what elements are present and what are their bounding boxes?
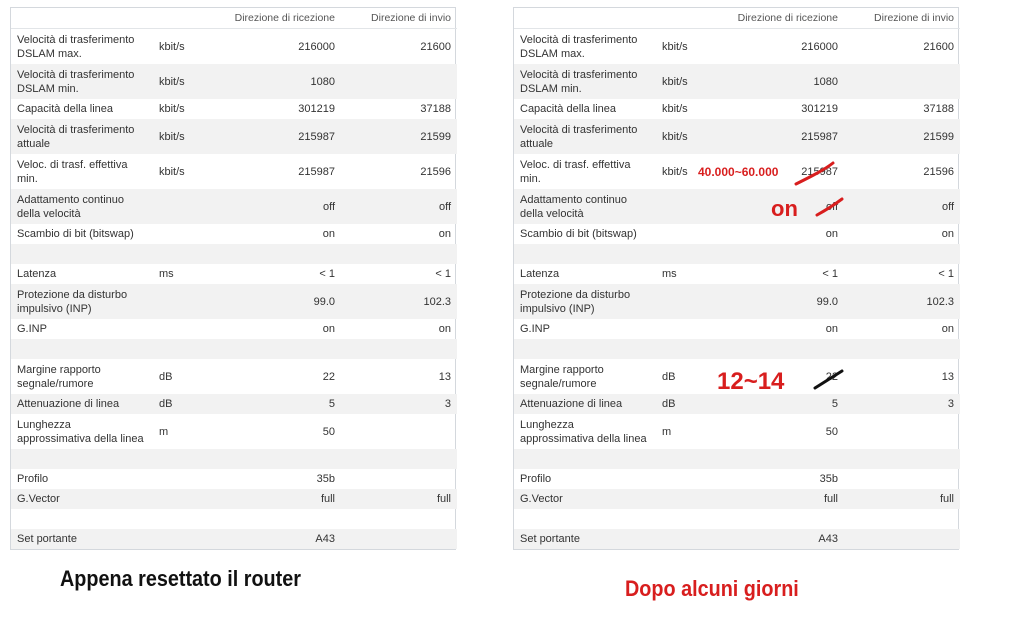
row-recv-value: off xyxy=(211,189,341,224)
row-unit: dB xyxy=(656,394,714,414)
table-row xyxy=(514,394,960,414)
row-send-value: on xyxy=(438,323,451,335)
row-label: Velocità di trasferimento DSLAM max. xyxy=(17,33,135,60)
row-recv-value: 35b xyxy=(819,473,838,485)
panel-before-reset xyxy=(10,7,456,550)
row-recv-value: 301219 xyxy=(801,103,838,115)
row-label: Adattamento continuo della velocità xyxy=(11,189,153,224)
row-recv-value: 22 xyxy=(825,370,838,383)
row-label: Latenza xyxy=(17,268,57,280)
row-send-value: 102.3 xyxy=(341,284,457,319)
dsl-info-table-right xyxy=(514,8,960,549)
row-unit xyxy=(656,489,714,509)
header-recv: Direzione di ricezione xyxy=(211,8,341,29)
row-recv-value: < 1 xyxy=(822,268,838,280)
row-label: Capacità della linea xyxy=(17,103,114,115)
table-row xyxy=(11,529,457,549)
table-row-spacer xyxy=(11,509,457,529)
row-unit: dB xyxy=(662,370,676,383)
row-send-value: 3 xyxy=(341,394,457,414)
row-send-value xyxy=(341,529,457,549)
row-send-value: full xyxy=(844,489,960,509)
row-unit xyxy=(656,529,714,549)
row-recv-value: 1080 xyxy=(211,64,341,99)
row-label: Protezione da disturbo impulsivo (INP) xyxy=(514,284,656,319)
row-recv-value xyxy=(211,509,341,529)
header-blank xyxy=(11,8,153,29)
row-label: Latenza xyxy=(520,268,560,280)
header-recv: Direzione di ricezione xyxy=(714,8,844,29)
table-row xyxy=(11,224,457,244)
table-row xyxy=(514,264,960,284)
caption-before: Appena resettato il router xyxy=(60,566,301,591)
annotation-adaptation: on xyxy=(771,196,798,221)
row-recv-value: full xyxy=(211,489,341,509)
table-header-row xyxy=(514,8,960,29)
row-send-value xyxy=(844,414,960,449)
row-send-value xyxy=(844,449,960,469)
row-label: Velocità di trasferimento DSLAM min. xyxy=(11,64,153,99)
row-send-value xyxy=(844,509,960,529)
row-unit: m xyxy=(159,425,169,438)
row-send-value: 21599 xyxy=(844,119,960,154)
row-unit: m xyxy=(662,425,672,438)
row-label xyxy=(514,339,656,359)
row-label: Velocità di trasferimento attuale xyxy=(514,119,656,154)
row-recv-value: 216000 xyxy=(298,40,335,53)
row-send-value: 21596 xyxy=(420,165,451,178)
row-unit xyxy=(153,529,211,549)
row-send-value xyxy=(341,509,457,529)
row-send-value: 13 xyxy=(438,370,451,383)
row-send-value: 13 xyxy=(941,370,954,383)
row-unit: ms xyxy=(662,268,677,280)
table-row xyxy=(514,119,960,154)
row-recv-value xyxy=(714,449,844,469)
row-unit: kbit/s xyxy=(662,40,688,53)
header-send: Direzione di invio xyxy=(844,8,960,29)
row-unit xyxy=(656,224,714,244)
row-send-value: 21599 xyxy=(341,119,457,154)
row-recv-value: 50 xyxy=(322,425,335,438)
header-unit xyxy=(153,8,211,29)
row-recv-value xyxy=(211,244,341,264)
row-send-value: off xyxy=(844,189,960,224)
table-row-spacer xyxy=(11,339,457,359)
row-send-value xyxy=(341,244,457,264)
row-label: Velocità di trasferimento DSLAM min. xyxy=(514,64,656,99)
row-recv-value xyxy=(211,339,341,359)
row-recv-value: A43 xyxy=(714,529,844,549)
row-recv-value: 99.0 xyxy=(211,284,341,319)
row-send-value: 37188 xyxy=(420,103,451,115)
header-send: Direzione di invio xyxy=(341,8,457,29)
row-send-value: 21600 xyxy=(923,40,954,53)
table-row xyxy=(11,119,457,154)
row-recv-value: 301219 xyxy=(298,103,335,115)
table-row xyxy=(11,99,457,119)
row-unit xyxy=(153,449,211,469)
row-label: G.INP xyxy=(520,323,550,335)
row-unit xyxy=(656,509,714,529)
row-unit xyxy=(153,284,211,319)
row-recv-value: 5 xyxy=(211,394,341,414)
row-unit: dB xyxy=(159,370,173,383)
row-recv-value: 215987 xyxy=(298,165,335,178)
row-send-value xyxy=(341,64,457,99)
table-row xyxy=(11,394,457,414)
row-send-value xyxy=(341,414,457,449)
row-send-value: 37188 xyxy=(923,103,954,115)
table-row xyxy=(514,529,960,549)
row-unit: kbit/s xyxy=(159,165,185,178)
row-label: Profilo xyxy=(17,473,49,485)
row-label: Margine rapporto segnale/rumore xyxy=(520,363,604,390)
row-recv-value: on xyxy=(322,228,335,240)
row-send-value: < 1 xyxy=(938,268,954,280)
table-row-spacer xyxy=(514,509,960,529)
row-label xyxy=(514,449,656,469)
table-row xyxy=(514,414,960,449)
table-row-spacer xyxy=(514,449,960,469)
table-row-spacer xyxy=(11,244,457,264)
header-blank xyxy=(514,8,656,29)
row-label: Lunghezza approssimativa della linea xyxy=(17,418,144,445)
annotation-speed: 40.000~60.000 xyxy=(698,165,779,179)
row-label xyxy=(514,244,656,264)
row-label: Scambio di bit (bitswap) xyxy=(520,228,637,240)
row-unit: kbit/s xyxy=(656,119,714,154)
row-unit xyxy=(656,469,714,489)
row-send-value xyxy=(844,339,960,359)
row-send-value xyxy=(844,529,960,549)
row-send-value: off xyxy=(341,189,457,224)
row-label: Velocità di trasferimento attuale xyxy=(11,119,153,154)
row-unit xyxy=(153,244,211,264)
row-label: Attenuazione di linea xyxy=(514,394,656,414)
row-label xyxy=(11,509,153,529)
row-unit xyxy=(656,284,714,319)
row-recv-value: full xyxy=(714,489,844,509)
row-recv-value xyxy=(211,449,341,469)
row-label: G.INP xyxy=(17,323,47,335)
table-row xyxy=(514,224,960,244)
table-row xyxy=(514,189,960,224)
row-unit: kbit/s xyxy=(153,119,211,154)
table-row xyxy=(514,99,960,119)
row-recv-value: 215987 xyxy=(714,119,844,154)
header-unit xyxy=(656,8,714,29)
row-unit: kbit/s xyxy=(159,40,185,53)
row-unit xyxy=(656,319,714,339)
table-row xyxy=(514,64,960,99)
row-send-value: on xyxy=(941,323,954,335)
row-label: Scambio di bit (bitswap) xyxy=(17,228,134,240)
row-recv-value xyxy=(714,339,844,359)
row-unit xyxy=(153,319,211,339)
row-unit xyxy=(153,189,211,224)
table-row xyxy=(514,489,960,509)
row-unit xyxy=(656,339,714,359)
row-send-value: 21596 xyxy=(923,165,954,178)
row-recv-value: 215987 xyxy=(801,165,838,178)
caption-after: Dopo alcuni giorni xyxy=(625,576,799,601)
row-send-value xyxy=(341,449,457,469)
dsl-info-table-left xyxy=(11,8,457,549)
row-recv-value: 216000 xyxy=(801,40,838,53)
table-header-row xyxy=(11,8,457,29)
table-row xyxy=(11,469,457,489)
row-send-value xyxy=(844,469,960,489)
table-body-right xyxy=(514,29,960,550)
row-label: Attenuazione di linea xyxy=(11,394,153,414)
table-row xyxy=(11,319,457,339)
row-label: Velocità di trasferimento DSLAM max. xyxy=(520,33,638,60)
row-unit: kbit/s xyxy=(656,64,714,99)
row-recv-value: on xyxy=(825,228,838,240)
row-unit xyxy=(153,509,211,529)
row-send-value: on xyxy=(941,228,954,240)
row-label: Set portante xyxy=(11,529,153,549)
row-recv-value: 5 xyxy=(714,394,844,414)
row-send-value xyxy=(844,244,960,264)
row-label: Veloc. di trasf. effettiva min. xyxy=(520,158,631,185)
row-send-value xyxy=(341,339,457,359)
row-send-value: < 1 xyxy=(435,268,451,280)
row-label: Lunghezza approssimativa della linea xyxy=(520,418,647,445)
row-send-value: 3 xyxy=(844,394,960,414)
row-recv-value xyxy=(714,509,844,529)
row-recv-value: 35b xyxy=(316,473,335,485)
table-row xyxy=(11,284,457,319)
row-send-value: full xyxy=(341,489,457,509)
row-label: G.Vector xyxy=(11,489,153,509)
row-unit: dB xyxy=(153,394,211,414)
row-unit xyxy=(656,189,714,224)
row-recv-value: on xyxy=(825,323,838,335)
row-unit: kbit/s xyxy=(662,165,688,178)
table-row xyxy=(11,264,457,284)
table-row xyxy=(11,154,457,189)
table-row xyxy=(11,414,457,449)
row-send-value: 102.3 xyxy=(844,284,960,319)
row-recv-value: A43 xyxy=(211,529,341,549)
row-unit: kbit/s xyxy=(159,103,185,115)
row-send-value xyxy=(844,64,960,99)
table-row xyxy=(514,284,960,319)
table-row xyxy=(514,319,960,339)
row-label: Adattamento continuo della velocità xyxy=(514,189,656,224)
table-row xyxy=(11,64,457,99)
row-unit xyxy=(656,449,714,469)
row-label xyxy=(11,244,153,264)
row-label xyxy=(514,509,656,529)
table-row xyxy=(11,489,457,509)
row-unit xyxy=(153,469,211,489)
row-unit xyxy=(153,224,211,244)
row-unit xyxy=(153,489,211,509)
row-recv-value: 215987 xyxy=(211,119,341,154)
row-label: Margine rapporto segnale/rumore xyxy=(17,363,101,390)
row-recv-value xyxy=(714,244,844,264)
table-body-left xyxy=(11,29,457,550)
row-label: Profilo xyxy=(520,473,552,485)
row-recv-value: < 1 xyxy=(319,268,335,280)
row-recv-value: 1080 xyxy=(714,64,844,99)
annotation-snr: 12~14 xyxy=(717,368,785,395)
panel-after-days xyxy=(513,7,959,550)
row-label: Veloc. di trasf. effettiva min. xyxy=(17,158,128,185)
row-label: Set portante xyxy=(514,529,656,549)
row-unit xyxy=(656,244,714,264)
row-unit: kbit/s xyxy=(153,64,211,99)
row-send-value xyxy=(341,469,457,489)
row-recv-value: 22 xyxy=(322,370,335,383)
row-unit xyxy=(153,339,211,359)
table-row xyxy=(514,29,960,65)
row-recv-value: 99.0 xyxy=(714,284,844,319)
row-send-value: 21600 xyxy=(420,40,451,53)
table-row-spacer xyxy=(514,339,960,359)
row-send-value: on xyxy=(438,228,451,240)
table-row xyxy=(11,189,457,224)
row-unit: ms xyxy=(159,268,174,280)
table-row xyxy=(514,469,960,489)
row-label: Protezione da disturbo impulsivo (INP) xyxy=(11,284,153,319)
row-recv-value: off xyxy=(714,189,844,224)
table-row xyxy=(11,359,457,394)
row-label xyxy=(11,339,153,359)
row-label xyxy=(11,449,153,469)
table-row xyxy=(11,29,457,65)
row-label: G.Vector xyxy=(514,489,656,509)
row-label: Capacità della linea xyxy=(520,103,617,115)
row-recv-value: on xyxy=(322,323,335,335)
row-recv-value: 50 xyxy=(825,425,838,438)
row-unit: kbit/s xyxy=(662,103,688,115)
table-row-spacer xyxy=(11,449,457,469)
table-row-spacer xyxy=(514,244,960,264)
